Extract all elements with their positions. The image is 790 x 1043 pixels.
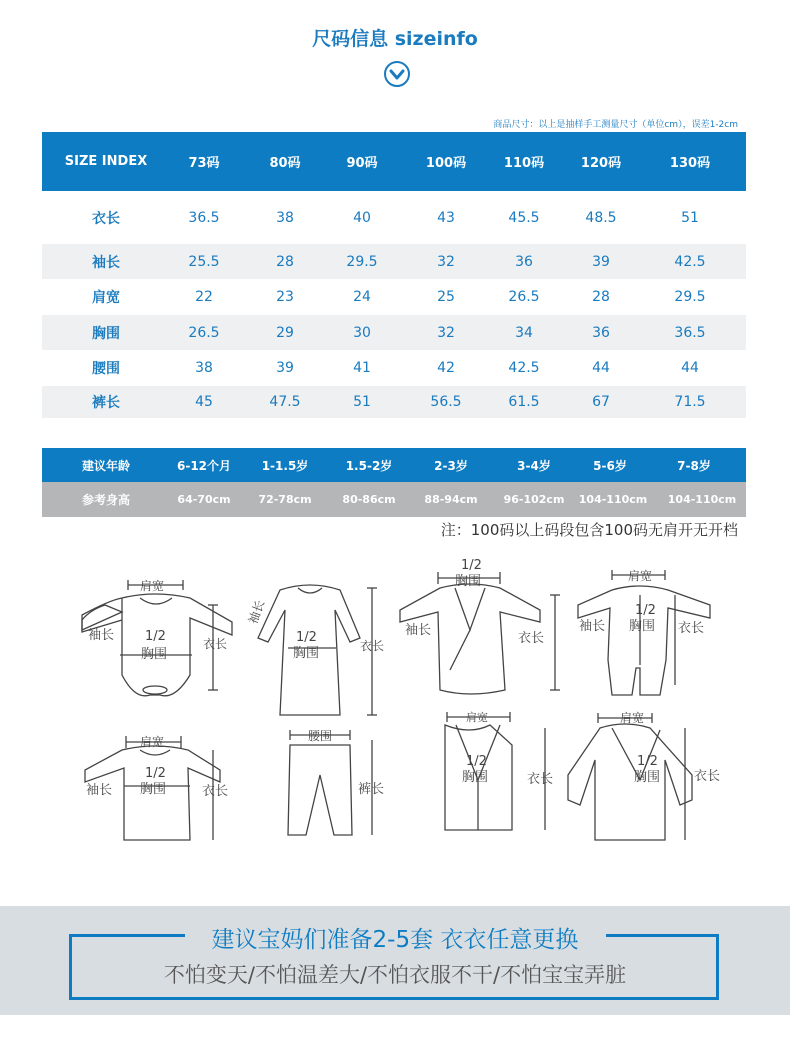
label-length-2: 衣长 bbox=[360, 639, 385, 653]
label-half-2: 1/2 bbox=[296, 630, 317, 645]
measurement-value: 51 bbox=[681, 209, 699, 226]
measurement-value: 41 bbox=[353, 360, 371, 376]
measurement-value: 42 bbox=[437, 360, 455, 376]
size-row bbox=[42, 315, 746, 350]
height-cell: 64-70cm bbox=[177, 493, 231, 506]
measurement-label: 腰围 bbox=[92, 361, 120, 377]
measurement-label: 肩宽 bbox=[92, 290, 120, 306]
label-sleeve-4: 袖长 bbox=[579, 619, 606, 634]
label-length-8: 衣长 bbox=[694, 769, 721, 784]
size-row bbox=[42, 191, 746, 244]
measurement-value: 45.5 bbox=[508, 209, 540, 226]
label-half-7: 1/2 bbox=[466, 754, 487, 769]
measurement-value: 44 bbox=[681, 360, 699, 376]
footer-subtext: 不怕变天/不怕温差大/不怕衣服不干/不怕宝宝弄脏 bbox=[163, 963, 627, 987]
measurement-value: 25.5 bbox=[188, 253, 220, 270]
age-cell: 2-3岁 bbox=[434, 458, 468, 473]
measurement-value: 44 bbox=[592, 360, 610, 376]
label-length-5: 衣长 bbox=[202, 784, 229, 799]
age-row bbox=[42, 448, 746, 482]
label-chest-3: 胸围 bbox=[455, 574, 482, 589]
measurement-value: 30 bbox=[353, 324, 371, 341]
size-row bbox=[42, 386, 746, 418]
measurement-value: 29 bbox=[276, 324, 294, 341]
page-title: 尺码信息 sizeinfo bbox=[312, 28, 478, 50]
measurement-value: 36.5 bbox=[674, 324, 706, 341]
measurement-value: 61.5 bbox=[508, 394, 540, 410]
measurement-value: 24 bbox=[353, 289, 371, 305]
size-table bbox=[42, 132, 746, 418]
measurement-value: 23 bbox=[276, 289, 294, 305]
label-sleeve-3: 袖长 bbox=[405, 623, 432, 638]
measurement-value: 28 bbox=[276, 253, 294, 270]
measurement-value: 67 bbox=[592, 394, 610, 410]
size-col: 73码 bbox=[188, 156, 220, 171]
size-col: 80码 bbox=[269, 156, 301, 171]
height-row bbox=[42, 482, 746, 517]
size-col: 110码 bbox=[503, 156, 545, 171]
height-label: 参考身高 bbox=[81, 493, 131, 507]
measurement-illustrations bbox=[0, 550, 790, 850]
measurement-value: 25 bbox=[437, 289, 455, 305]
measurement-value: 36.5 bbox=[188, 209, 220, 226]
label-sleeve-5: 袖长 bbox=[86, 783, 113, 798]
measurement-note: 商品尺寸：以上是抽样手工测量尺寸（单位cm），误差1-2cm bbox=[493, 120, 738, 130]
height-cell: 80-86cm bbox=[342, 493, 396, 506]
measurement-value: 71.5 bbox=[674, 394, 706, 410]
measurement-value: 32 bbox=[437, 253, 455, 270]
measurement-label: 裤长 bbox=[92, 395, 120, 411]
measurement-value: 29.5 bbox=[674, 289, 706, 305]
measurement-value: 38 bbox=[195, 360, 213, 376]
label-half-3: 1/2 bbox=[461, 558, 482, 573]
label-shoulder: 肩宽 bbox=[140, 579, 165, 593]
label-shoulder-5: 肩宽 bbox=[140, 735, 165, 749]
label-chest-4: 胸围 bbox=[629, 619, 656, 634]
height-cell: 96-102cm bbox=[503, 493, 565, 506]
vest-diagram bbox=[445, 712, 545, 830]
size-row bbox=[42, 279, 746, 315]
size-note: 注：100码以上码段包含100码无肩开无开档 bbox=[440, 521, 738, 539]
label-half-5: 1/2 bbox=[145, 766, 166, 781]
measurement-value: 38 bbox=[276, 209, 294, 226]
measurement-value: 36 bbox=[515, 253, 533, 270]
measurement-value: 45 bbox=[195, 394, 213, 410]
measurement-value: 40 bbox=[353, 209, 371, 226]
height-cell: 104-110cm bbox=[667, 493, 737, 506]
label-shoulder-4: 肩宽 bbox=[628, 569, 653, 583]
label-half-8: 1/2 bbox=[637, 754, 658, 769]
measurement-value: 42.5 bbox=[674, 253, 706, 270]
measurement-value: 43 bbox=[437, 209, 455, 226]
label-chest-7: 胸围 bbox=[462, 770, 489, 785]
age-cell: 3-4岁 bbox=[517, 458, 551, 473]
size-col: 90码 bbox=[346, 156, 378, 171]
label-half-4: 1/2 bbox=[635, 603, 656, 618]
measurement-value: 48.5 bbox=[585, 209, 617, 226]
label-shoulder-8: 肩宽 bbox=[620, 711, 645, 725]
label-length-7: 衣长 bbox=[527, 772, 554, 787]
measurement-value: 39 bbox=[592, 253, 610, 270]
measurement-value: 32 bbox=[437, 324, 455, 341]
age-cell: 5-6岁 bbox=[593, 458, 627, 473]
age-table bbox=[42, 448, 746, 518]
measurement-value: 26.5 bbox=[188, 324, 220, 341]
label-shoulder-7: 肩宽 bbox=[466, 711, 488, 724]
height-cell: 72-78cm bbox=[258, 493, 312, 506]
label-sleeve: 袖长 bbox=[88, 628, 115, 643]
size-row bbox=[42, 244, 746, 279]
measurement-value: 26.5 bbox=[508, 289, 540, 305]
measurement-value: 56.5 bbox=[430, 394, 462, 410]
footer-slogan: 建议宝妈们准备2-5套 衣衣任意更换 bbox=[211, 927, 579, 953]
size-header-row bbox=[42, 132, 746, 191]
age-label: 建议年龄 bbox=[81, 458, 131, 473]
measurement-value: 34 bbox=[515, 324, 533, 341]
label-half: 1/2 bbox=[145, 629, 166, 644]
height-cell: 88-94cm bbox=[424, 493, 478, 506]
measurement-value: 51 bbox=[353, 394, 371, 410]
age-cell: 6-12个月 bbox=[176, 458, 232, 473]
measurement-label: 袖长 bbox=[92, 254, 120, 271]
garment-diagrams bbox=[0, 550, 790, 850]
age-cell: 7-8岁 bbox=[677, 458, 711, 473]
label-chest-5: 胸围 bbox=[140, 782, 167, 797]
label-pants: 裤长 bbox=[358, 782, 385, 797]
label-length-3: 衣长 bbox=[518, 631, 545, 646]
label-chest-2: 胸围 bbox=[293, 646, 320, 661]
measurement-label: 衣长 bbox=[92, 210, 120, 227]
age-cell: 1-1.5岁 bbox=[261, 458, 309, 473]
measurement-label: 胸围 bbox=[92, 325, 120, 342]
label-chest-8: 胸围 bbox=[634, 770, 661, 785]
measurement-value: 39 bbox=[276, 360, 294, 376]
size-row bbox=[42, 350, 746, 386]
label-length: 衣长 bbox=[203, 637, 228, 651]
measurement-value: 36 bbox=[592, 324, 610, 341]
label-length-4: 衣长 bbox=[678, 621, 705, 636]
size-col: 130码 bbox=[669, 156, 711, 171]
label-sleeve-2: 袖长 bbox=[245, 598, 268, 626]
measurement-value: 29.5 bbox=[346, 253, 378, 270]
size-col: 120码 bbox=[580, 156, 622, 171]
label-chest: 胸围 bbox=[141, 647, 168, 662]
kimono-diagram bbox=[568, 713, 692, 840]
height-cell: 104-110cm bbox=[578, 493, 648, 506]
measurement-value: 42.5 bbox=[508, 360, 540, 376]
measurement-value: 22 bbox=[195, 289, 213, 305]
footer-banner bbox=[0, 906, 790, 1015]
age-cell: 1.5-2岁 bbox=[345, 458, 393, 473]
measurement-value: 47.5 bbox=[269, 394, 301, 410]
measurement-value: 28 bbox=[592, 289, 610, 305]
size-index-label: SIZE INDEX bbox=[64, 154, 148, 169]
label-waist: 腰围 bbox=[308, 729, 333, 743]
size-col: 100码 bbox=[425, 156, 467, 171]
chevron-down-circle-icon bbox=[383, 60, 411, 88]
